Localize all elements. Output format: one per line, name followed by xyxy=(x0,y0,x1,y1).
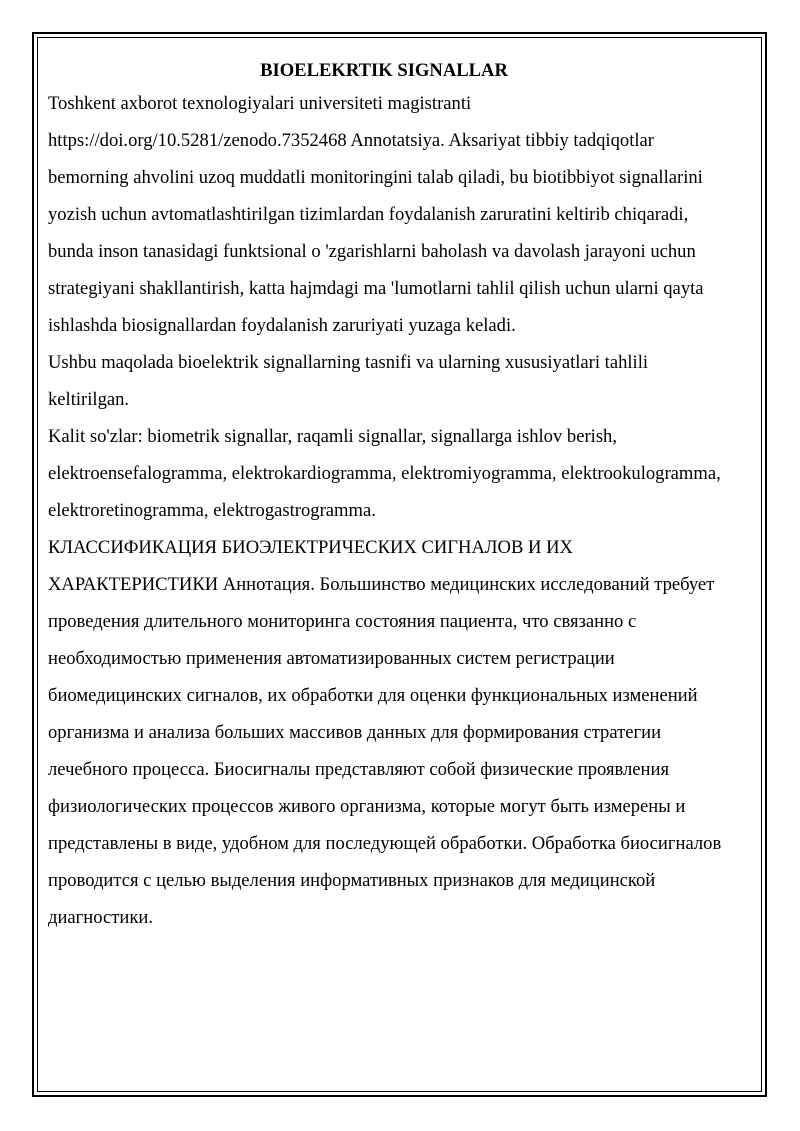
author-affiliation: Toshkent axborot texnologiyalari universiteti magistranti xyxy=(48,93,472,114)
abstract-uzbek: https://doi.org/10.5281/zenodo.7352468 Annotatsiya. Aksariyat tibbiy tadqiqotlar bemorning ahvolini uzoq muddatli monitoringini talab qiladi, bu biotibbiyot signallarini yozish uchun avtomatlashtirilgan tizimlardan foydalanish zaruratini keltirib chiqaradi, bunda inson tanasidagi funktsional o 'zgarishlarni baholash va davolash jarayoni uchun strategiyani shakllantirish, katta hajmdagi ma 'lumotlarni tahlil qilish uchun ularni qayta ishlashda biosignallardan foydalanish zaruriyati yuzaga keladi. xyxy=(48,130,704,336)
abstract-russian: КЛАССИФИКАЦИЯ БИОЭЛЕКТРИЧЕСКИХ СИГНАЛОВ И ИХ ХАРАКТЕРИСТИКИ Аннотация. Большинство медицинских исследований требует проведения длительного мониторинга состояния пациента, что связанно с необходимостью применения автоматизированных систем регистрации биомедицинских сигналов, их обработки для оценки функциональных изменений организма и анализа больших массивов данных для формирования стратегии лечебного процесса. Биосигналы представляют собой физические проявления физиологических процессов живого организма, которые могут быть измерены и представлены в виде, удобном для последующей обработки. Обработка биосигналов проводится с целью выделения информативных признаков для медицинской диагностики. xyxy=(48,537,722,928)
abstract-uzbek-summary: Ushbu maqolada bioelektrik signallarning tasnifi va ularning xususiyatlari tahlili keltirilgan. xyxy=(48,352,649,410)
document-title: BIOELEKRTIK SIGNALLAR xyxy=(260,60,508,81)
keywords-paragraph: Kalit so'zlar: biometrik signallar, raqamli signallar, signallarga ishlov berish, elektroensefalogramma, elektrokardiogramma, elektromiyogramma, elektrookulogramma, elektroretinogramma, elektrogastrogramma. xyxy=(48,426,721,521)
document-body xyxy=(48,57,728,936)
